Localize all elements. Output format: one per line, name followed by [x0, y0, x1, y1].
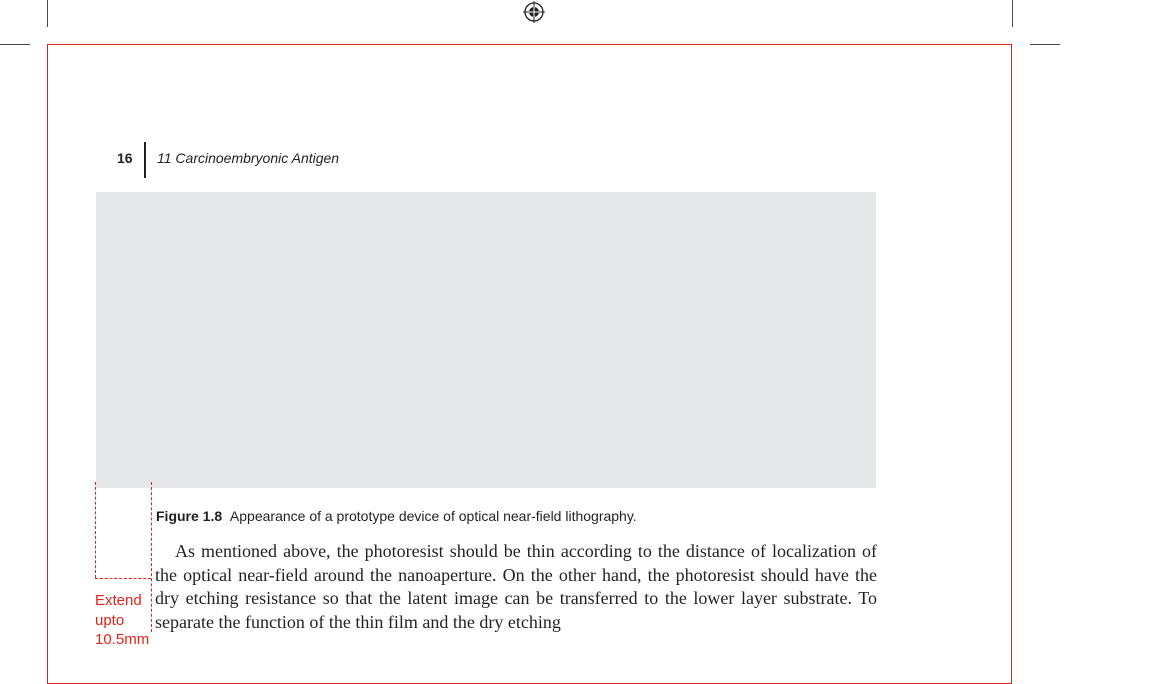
annotation-line-2: upto	[95, 611, 125, 629]
body-text	[155, 540, 877, 634]
annotation-line-3: 10.5mm	[95, 631, 150, 648]
page-number: 16	[117, 150, 133, 166]
registration-mark-icon	[523, 1, 545, 23]
crop-mark-top-left	[0, 44, 30, 45]
figure-caption-text: Appearance of a prototype device of optical near-field lithography.	[229, 508, 637, 524]
crop-mark-left	[47, 0, 48, 27]
crop-mark-right	[1012, 0, 1013, 27]
running-head-title: 11 Carcinoembryonic Antigen	[157, 150, 340, 166]
figure-caption	[156, 508, 637, 524]
annotation-line-1: Extend	[95, 592, 142, 609]
body-paragraph: As mentioned above, the photoresist should be thin according to the distance of localization of the optical near-field around the nanoaperture. On the other hand, the photoresist should have the dry etching resistance so that the latent image can be transferred to the lower layer substrate. To separate the function of the thin film and the dry etching	[155, 541, 877, 632]
crop-mark-top-right	[1030, 44, 1060, 45]
guide-vertical-left	[95, 482, 96, 578]
figure-label: Figure 1.8	[156, 508, 223, 524]
guide-horizontal	[95, 578, 151, 579]
running-head-rule	[144, 142, 146, 178]
extend-annotation	[95, 591, 155, 650]
figure-placeholder	[96, 192, 876, 488]
